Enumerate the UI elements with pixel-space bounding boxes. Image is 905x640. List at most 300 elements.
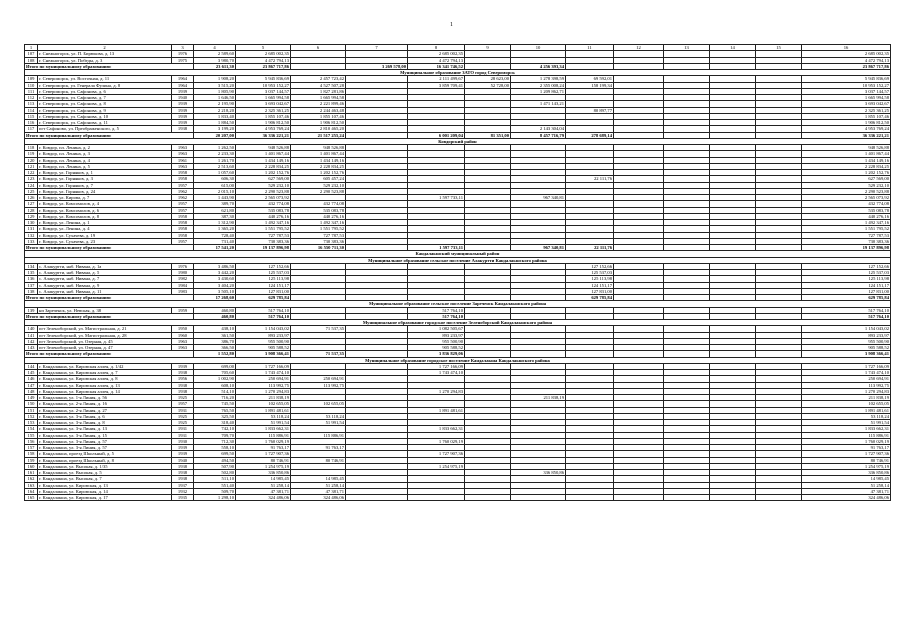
value-cell: 1 760 029,19	[408, 438, 465, 444]
section-title: Муниципальное образование городское поселение Зеленоборский Кандалакшского района	[25, 320, 891, 326]
address-cell: г. Ковдор, ул. Ленина, д. 1	[38, 220, 172, 226]
value-cell: 80 897,77	[566, 107, 614, 113]
value-cell: 2 685 002,35	[408, 51, 465, 57]
section-title: Муниципальное образование городское поселение Кандалакша Кандалакшского района	[25, 357, 891, 363]
row-number-cell: 161	[25, 470, 38, 476]
value-cell: 1963	[172, 145, 194, 151]
value-cell: 893 233,97	[802, 332, 891, 338]
row-number-cell: 150	[25, 401, 38, 407]
section-title: Муниципальное образование ЗАТО город Североморск	[25, 70, 891, 76]
row-number-cell: 160	[25, 463, 38, 469]
value-cell: 1 743 474,10	[236, 370, 291, 376]
value-cell: 1957	[172, 401, 194, 407]
value-cell: 47 381,71	[236, 488, 291, 494]
value-cell: 1 833 662,31	[408, 426, 465, 432]
value-cell: 1 743 474,10	[802, 370, 891, 376]
value-cell: 324 486,06	[291, 495, 346, 501]
value-cell: 4 472 794,13	[236, 57, 291, 63]
address-cell: г. Кандалакша, ул. 2-я Линия, д. 27	[38, 407, 172, 413]
value-cell: 53 118,24	[236, 413, 291, 419]
value-cell: 1975	[172, 57, 194, 63]
value-cell: 1 270 294,83	[408, 388, 465, 394]
value-cell: 948 526,88	[291, 145, 346, 151]
value-cell: 905 588,52	[802, 345, 891, 351]
value-cell: 2 228 834,25	[802, 163, 891, 169]
total-label: Итого по муниципальному образованию:	[25, 63, 194, 69]
total-cell: 20 207,00	[194, 132, 236, 138]
value-cell: 716,20	[194, 395, 236, 401]
row-number-cell: 113	[25, 101, 38, 107]
value-cell: 250 694,91	[802, 376, 891, 382]
row-number-cell: 133	[25, 238, 38, 244]
row-number-cell: 158	[25, 451, 38, 457]
total-cell: 19 137 896,98	[802, 245, 891, 251]
total-label: Итого по муниципальному образованию:	[25, 351, 194, 357]
value-cell: 1958	[172, 213, 194, 219]
value-cell: 1964	[172, 76, 194, 82]
value-cell: 1939	[172, 101, 194, 107]
value-cell: 3 859 709,41	[408, 82, 465, 88]
address-cell: г. Снежногорск, ул. Победы, д. 3	[38, 57, 172, 63]
row-number-cell: 155	[25, 432, 38, 438]
total-cell: 36 336 221,21	[802, 132, 891, 138]
value-cell: 1939	[172, 363, 194, 369]
value-cell: 69 592,01	[566, 76, 614, 82]
value-cell: 2 233,30	[194, 151, 236, 157]
row-number-cell: 165	[25, 495, 38, 501]
row-number-cell: 119	[25, 151, 38, 157]
value-cell: 745,50	[194, 401, 236, 407]
value-cell: 1 254 975,19	[236, 463, 291, 469]
value-cell: 2 685 002,35	[236, 51, 291, 57]
value-cell: 1 760 029,19	[236, 438, 291, 444]
total-cell: 23 867 717,86	[802, 63, 891, 69]
column-number-cell: 12	[614, 45, 664, 51]
total-cell: 3 836 829,06	[408, 351, 465, 357]
value-cell: 1 254 975,19	[802, 463, 891, 469]
value-cell: 51 258,14	[236, 482, 291, 488]
value-cell: 1 492 347,16	[291, 220, 346, 226]
total-cell: 3 908 366,41	[802, 351, 891, 357]
value-cell: 2 143 304,04	[511, 126, 566, 132]
value-cell: 1939	[172, 451, 194, 457]
value-cell: 158 199,34	[566, 82, 614, 88]
address-cell: пгт Зеленоборский, ул. Озерная, д. 47	[38, 345, 172, 351]
value-cell: 1 727 166,09	[236, 363, 291, 369]
value-cell: 948 526,88	[802, 145, 891, 151]
value-cell: 124 151,17	[802, 282, 891, 288]
row-number-cell: 131	[25, 226, 38, 232]
row-number-cell: 159	[25, 457, 38, 463]
value-cell: 948 526,88	[236, 145, 291, 151]
value-cell: 53 118,24	[291, 413, 346, 419]
value-cell: 1 727 907,36	[408, 451, 465, 457]
value-cell: 1931	[172, 426, 194, 432]
row-number-cell: 138	[25, 288, 38, 294]
value-cell: 51 991,54	[236, 420, 291, 426]
row-number-cell: 136	[25, 276, 38, 282]
address-cell: г. Кандалакша, ул. Высокая, д. 5	[38, 470, 172, 476]
total-cell: 629 785,84	[236, 295, 291, 301]
address-cell: г. Кандалакша, ул. Кировская, д. 17	[38, 495, 172, 501]
row-number-cell: 115	[25, 113, 38, 119]
value-cell: 47 381,71	[291, 488, 346, 494]
value-cell: 324 486,06	[802, 495, 891, 501]
total-cell: 23 867 717,86	[236, 63, 291, 69]
value-cell: 460,80	[194, 307, 236, 313]
row-number-cell: 130	[25, 220, 38, 226]
value-cell: 1958	[172, 220, 194, 226]
row-number-cell: 118	[25, 145, 38, 151]
value-cell: 731,40	[194, 238, 236, 244]
value-cell: 2 111 499,67	[408, 76, 465, 82]
value-cell: 3 515,20	[194, 82, 236, 88]
address-cell: г. Ковдор, ул. Горняков, д. 3	[38, 176, 172, 182]
value-cell: 627 569,00	[236, 176, 291, 182]
value-cell: 336 850,86	[236, 470, 291, 476]
value-cell: 80 746,91	[802, 457, 891, 463]
value-cell: 2 685 002,35	[802, 51, 891, 57]
value-cell: 699,00	[194, 363, 236, 369]
total-cell: 16 341 746,52	[408, 63, 465, 69]
value-cell: 507,90	[194, 463, 236, 469]
value-cell	[614, 495, 664, 501]
value-cell: 2 015,10	[194, 188, 236, 194]
total-cell: 3 908 366,41	[236, 351, 291, 357]
value-cell: 1 154 043,02	[236, 326, 291, 332]
address-cell: г. Североморск, ул. Восточная, д. 11	[38, 76, 172, 82]
value-cell: 1 908,20	[194, 76, 236, 82]
value-cell: 1938	[172, 388, 194, 394]
value-cell: 727 787,53	[236, 232, 291, 238]
address-cell: г. Кандалакша, ул. Кировская аллея, д. 1/42	[38, 363, 172, 369]
value-cell: 728,40	[194, 232, 236, 238]
value-cell: 1 002,90	[194, 376, 236, 382]
value-cell: 955 500,90	[236, 338, 291, 344]
value-cell: 2 290 523,88	[236, 188, 291, 194]
value-cell: 53 118,24	[802, 413, 891, 419]
address-cell: г. Ковдор, ул. Сухачева, д. 23	[38, 238, 172, 244]
row-number-cell: 140	[25, 326, 38, 332]
row-number-cell: 156	[25, 438, 38, 444]
value-cell: 3 199,20	[194, 126, 236, 132]
value-cell: 102 655,05	[236, 401, 291, 407]
address-cell: г. Ковдор, ул. Горняков, д. 24	[38, 188, 172, 194]
value-cell: 1 270 294,83	[802, 388, 891, 394]
value-cell: 1 727 907,36	[236, 451, 291, 457]
value-cell: 1 434 149,16	[291, 157, 346, 163]
address-cell: г. Кандалакша, ул. 3-я Линия, д. 6	[38, 413, 172, 419]
value-cell: 4 953 769,24	[236, 126, 291, 132]
table-row	[25, 495, 891, 501]
row-number-cell: 126	[25, 195, 38, 201]
row-number-cell: 108	[25, 57, 38, 63]
value-cell: 1940	[172, 457, 194, 463]
value-cell: 1 434 149,16	[802, 157, 891, 163]
value-cell: 1961	[172, 157, 194, 163]
address-cell: г. Кандалакша, проезд Школьный, д. 5	[38, 451, 172, 457]
value-cell: 1 855 107,46	[236, 113, 291, 119]
value-cell: 1976	[172, 51, 194, 57]
value-cell: 1938	[172, 476, 194, 482]
row-number-cell: 123	[25, 176, 38, 182]
total-cell: 517 764,10	[802, 313, 891, 319]
row-number-cell: 128	[25, 207, 38, 213]
value-cell: 324 486,06	[236, 495, 291, 501]
address-cell: г. Кандалакша, ул. 1-я Линия, д. 56	[38, 395, 172, 401]
column-number-cell: 14	[710, 45, 756, 51]
value-cell: 615,00	[194, 182, 236, 188]
row-number-cell: 147	[25, 382, 38, 388]
total-cell: 17 268,60	[194, 295, 236, 301]
address-cell: г. Североморск, ул. Сафонова, д. 6	[38, 88, 172, 94]
value-cell: 712,30	[194, 438, 236, 444]
value-cell: 2 290 523,88	[291, 188, 346, 194]
value-cell: 1980	[172, 270, 194, 276]
value-cell: 80 746,91	[236, 457, 291, 463]
value-cell: 1 891 481,61	[802, 407, 891, 413]
total-cell: 22 111,76	[566, 245, 614, 251]
value-cell: 517 764,10	[802, 307, 891, 313]
address-cell: г. Североморск, ул. Сафонова, д. 11	[38, 120, 172, 126]
total-cell: 629 785,84	[566, 295, 614, 301]
value-cell: 2 325 361,25	[236, 107, 291, 113]
value-cell: 1 906 812,50	[802, 120, 891, 126]
section-title: Ковдорский район	[25, 138, 891, 144]
total-cell: 16 550 711,30	[291, 245, 346, 251]
address-cell: с. Алакуртти, наб. Нивана, д. 5	[38, 270, 172, 276]
value-cell: 1984	[172, 282, 194, 288]
value-cell: 2 218,20	[194, 107, 236, 113]
value-cell: 1958	[172, 176, 194, 182]
total-cell: 517 764,10	[236, 313, 291, 319]
value-cell: 1950	[172, 326, 194, 332]
value-cell: 1 154 043,02	[802, 326, 891, 332]
housing-registry-table	[24, 44, 891, 501]
row-number-cell: 142	[25, 338, 38, 344]
value-cell: 727 787,53	[802, 232, 891, 238]
column-number-cell: 10	[511, 45, 566, 51]
address-cell: г. Кандалакша, ул. 2-я Линия, д. 16	[38, 401, 172, 407]
value-cell: 440 276,16	[802, 213, 891, 219]
value-cell: 47 381,71	[802, 488, 891, 494]
value-cell: 1 833 662,31	[236, 426, 291, 432]
address-cell: г. Североморск, ул. Генерала Фулина, д. 8	[38, 82, 172, 88]
value-cell: 4 527 507,28	[291, 82, 346, 88]
value-cell: 742,10	[194, 426, 236, 432]
value-cell: 1 833 662,31	[802, 426, 891, 432]
row-number-cell: 137	[25, 282, 38, 288]
value-cell: 967 340,81	[511, 195, 566, 201]
total-label: Итого по муниципальному образованию:	[25, 245, 194, 251]
value-cell: 1 906 812,50	[236, 120, 291, 126]
value-cell: 1976	[172, 263, 194, 269]
row-number-cell: 112	[25, 95, 38, 101]
row-number-cell: 152	[25, 413, 38, 419]
value-cell: 127 152,66	[566, 263, 614, 269]
value-cell: 125 537,03	[802, 270, 891, 276]
value-cell: 1939	[172, 107, 194, 113]
total-label: Итого по муниципальному образованию:	[25, 132, 194, 138]
address-cell: г. Снежногорск, ул. П. Бирюкова, д. 13	[38, 51, 172, 57]
row-number-cell: 111	[25, 88, 38, 94]
value-cell: 502,80	[194, 470, 236, 476]
value-cell: 558,10	[194, 445, 236, 451]
address-cell: г. Ковдор, ул. Комсомолов, д. 8	[38, 213, 172, 219]
row-number-cell: 120	[25, 157, 38, 163]
value-cell: 2 355 008,24	[511, 82, 566, 88]
value-cell: 627 569,00	[802, 176, 891, 182]
value-cell: 1 727 907,36	[802, 451, 891, 457]
value-cell: 1938	[172, 370, 194, 376]
total-cell: 19 137 896,98	[236, 245, 291, 251]
section-title: Муниципальное образование сельское поселение Зареченск Кандалакшского района	[25, 301, 891, 307]
value-cell: 1939	[172, 120, 194, 126]
value-cell: 366,50	[194, 345, 236, 351]
value-cell: 440 276,16	[236, 213, 291, 219]
address-cell: пгт Зеленоборский, ул. Магистральная, д. 28	[38, 332, 172, 338]
value-cell: 113 992,75	[236, 382, 291, 388]
value-cell: 535 083,78	[236, 207, 291, 213]
total-cell: 460,80	[194, 313, 236, 319]
value-cell: 211 838,19	[236, 395, 291, 401]
value-cell: 3 442,20	[194, 270, 236, 276]
row-number-cell: 117	[25, 126, 38, 132]
value-cell: 1 551 795,52	[291, 226, 346, 232]
value-cell: 2 589,60	[194, 51, 236, 57]
total-cell: 629 785,84	[802, 295, 891, 301]
value-cell: 529 232,10	[236, 182, 291, 188]
address-cell: г. Ковдор, ул. Горняков, д. 1	[38, 170, 172, 176]
address-cell: г. Кандалакша, ул. Кировская аллея, д. 8	[38, 376, 172, 382]
value-cell: 325,50	[194, 413, 236, 419]
value-cell: 1935	[172, 495, 194, 501]
value-cell: 1 443,90	[194, 195, 236, 201]
column-number-cell: 5	[236, 45, 291, 51]
value-cell	[710, 495, 756, 501]
value-cell	[346, 495, 408, 501]
value-cell: 1 434 149,16	[236, 157, 291, 163]
value-cell: 336 850,86	[802, 470, 891, 476]
value-cell: 113 992,75	[291, 382, 346, 388]
value-cell: 51 258,14	[291, 482, 346, 488]
total-cell: 4 256 393,34	[511, 63, 566, 69]
value-cell: 1 492 347,16	[802, 220, 891, 226]
value-cell: 14 985,45	[291, 476, 346, 482]
total-cell: 967 340,81	[511, 245, 566, 251]
value-cell: 125 537,03	[236, 270, 291, 276]
value-cell: 1 665 994,58	[802, 95, 891, 101]
value-cell: 1 805,90	[194, 88, 236, 94]
value-cell: 124 151,17	[236, 282, 291, 288]
value-cell: 1 202 152,76	[802, 170, 891, 176]
row-number-cell: 141	[25, 332, 38, 338]
value-cell: 2 513,60	[194, 163, 236, 169]
value-cell: 3 980,70	[194, 57, 236, 63]
value-cell: 2 244 463,48	[291, 107, 346, 113]
value-cell: 727 787,53	[291, 232, 346, 238]
column-number-cell: 6	[291, 45, 346, 51]
row-number-cell: 129	[25, 213, 38, 219]
column-number-cell: 7	[346, 45, 408, 51]
address-cell: пгт Зеленоборский, ул. Магистральная, д. 21	[38, 326, 172, 332]
value-cell: 1930	[172, 438, 194, 444]
row-number-cell: 135	[25, 270, 38, 276]
column-number-cell: 4	[194, 45, 236, 51]
value-cell: 535 083,78	[291, 207, 346, 213]
value-cell: 1 254 975,19	[408, 463, 465, 469]
value-cell: 1 401 867,44	[291, 151, 346, 157]
value-cell: 125 113,98	[236, 276, 291, 282]
value-cell: 1962	[172, 188, 194, 194]
value-cell: 509,70	[194, 488, 236, 494]
value-cell: 1925	[172, 420, 194, 426]
address-cell: г. Ковдор, пл. Ленина, д. 2	[38, 145, 172, 151]
value-cell: 4 472 794,13	[802, 57, 891, 63]
value-cell: 386,70	[194, 338, 236, 344]
value-cell: 730 383,36	[802, 238, 891, 244]
value-cell: 1 262,50	[194, 145, 236, 151]
value-cell: 125 537,03	[566, 270, 614, 276]
value-cell: 127 152,66	[236, 263, 291, 269]
value-cell: 115 886,91	[236, 432, 291, 438]
address-cell: г. Кандалакша, ул. 3-я Линия, д. 57	[38, 438, 172, 444]
value-cell: 1938	[172, 470, 194, 476]
row-number-cell: 153	[25, 420, 38, 426]
value-cell: 3 505,10	[194, 288, 236, 294]
value-cell: 1 855 107,46	[802, 113, 891, 119]
section-title: Кандалакшский муниципальный район	[25, 251, 891, 257]
value-cell: 1960	[172, 332, 194, 338]
address-cell: г. Ковдор, пл. Ленина, д. 5	[38, 163, 172, 169]
value-cell: 1 471 143,21	[511, 101, 566, 107]
value-cell: 1 855 107,46	[291, 113, 346, 119]
value-cell: 494,50	[194, 457, 236, 463]
value-cell: 608,10	[194, 382, 236, 388]
value-cell: 1925	[172, 395, 194, 401]
value-cell: 3 037 144,57	[802, 88, 891, 94]
row-number-cell: 146	[25, 376, 38, 382]
address-cell: г. Кандалакша, ул. 3-я Линия, д. 57	[38, 445, 172, 451]
value-cell	[664, 495, 710, 501]
value-cell: 1 827 281,86	[291, 88, 346, 94]
value-cell: 432 774,08	[291, 201, 346, 207]
total-cell: 23 611,30	[194, 63, 236, 69]
value-cell: 699,50	[194, 451, 236, 457]
value-cell: 1940	[172, 95, 194, 101]
address-cell: г. Кандалакша, ул. 3-я Линия, д. 8	[38, 420, 172, 426]
value-cell: 14 985,45	[236, 476, 291, 482]
value-cell: 127 152,66	[802, 263, 891, 269]
value-cell: 438,10	[194, 326, 236, 332]
value-cell: 1 551 795,52	[236, 226, 291, 232]
value-cell: 1937	[172, 482, 194, 488]
value-cell: 730 383,36	[236, 238, 291, 244]
value-cell: 1 401 867,44	[802, 151, 891, 157]
value-cell: 91 763,17	[291, 445, 346, 451]
value-cell: 1958	[172, 170, 194, 176]
row-number-cell: 114	[25, 107, 38, 113]
value-cell: 1 298,10	[194, 495, 236, 501]
value-cell: 1 833,40	[194, 113, 236, 119]
row-number-cell: 148	[25, 388, 38, 394]
value-cell: 124 151,17	[566, 282, 614, 288]
column-number-cell: 11	[566, 45, 614, 51]
address-cell: г. Ковдор, ул. Горняков, д. 7	[38, 182, 172, 188]
value-cell: 91 763,17	[236, 445, 291, 451]
value-cell: 2 290 523,88	[802, 188, 891, 194]
value-cell: 127 831,00	[566, 288, 614, 294]
